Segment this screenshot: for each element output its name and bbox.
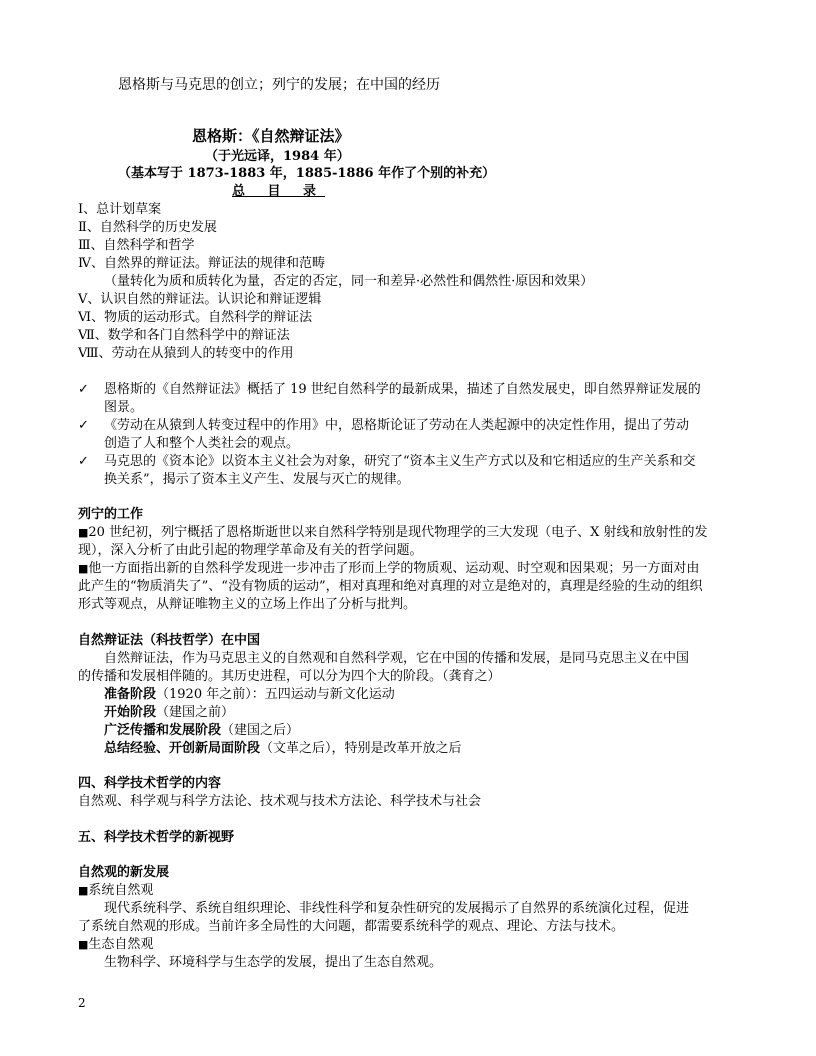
section-4-heading: 四、科学技术哲学的内容 [78,776,222,791]
stage-desc: （建国之前） [156,705,235,720]
lenin-paragraph-2-line: 形式等观点，从辩证唯物主义的立场上作出了分析与批判。 [78,597,417,612]
stage-desc: （文革之后），特别是改革开放之后 [260,741,462,756]
book-title: 恩格斯：《自然辩证法》 [192,127,350,145]
lenin-paragraph-2-line: 此产生的“物质消失了”、“没有物质的运动”，相对真理和绝对真理的对立是绝对的，真理是经验的生动的组织 [78,579,703,594]
stage-item [104,704,234,722]
check-item-text: 换关系”，揭示了资本主义产生、发展与灭亡的规律。 [104,472,410,487]
toc-item: Ⅶ、数学和各门自然科学中的辩证法 [78,328,290,343]
toc-item: Ⅴ、认识自然的辩证法。认识论和辩证逻辑 [78,292,322,307]
stage-item [104,686,395,704]
section-4-text: 自然观、科学观与科学方法论、技术观与技术方法论、科学技术与社会 [78,794,482,809]
checkmark-icon: ✓ [78,418,89,433]
toc-item: Ⅷ、劳动在从猿到人的转变中的作用 [78,346,294,361]
system-nature-text: 现代系统科学、系统自组织理论、非线性科学和复杂性研究的发展揭示了自然界的系统演化过程，促进 [104,901,690,916]
stage-name: 开始阶段 [104,705,157,720]
toc-item: Ⅲ、自然科学和哲学 [78,238,195,253]
book-note: （基本写于 1873-1883 年，1885-1886 年作了个别的补充） [118,166,496,181]
system-nature-label: ■系统自然观 [78,883,154,898]
lenin-paragraph-2: ■他一方面指出新的自然科学发现进一步冲击了形而上学的物质观、运动观、时空观和因果观；另一方面对由 [78,561,700,576]
china-paragraph: 自然辩证法，作为马克思主义的自然观和自然科学观，它在中国的传播和发展，是同马克思主义在中国 [104,651,690,666]
square-bullet-icon: ■ [78,562,89,575]
square-bullet-icon: ■ [78,526,89,539]
china-paragraph-line: 的传播和发展相伴随的。其历史进程，可以分为四个大的阶段。（龚育之） [78,669,501,684]
check-item-text: 马克思的《资本论》以资本主义社会为对象，研究了“资本主义生产方式以及和它相适应的生产关系和交 [104,454,696,469]
stage-item [104,722,299,740]
checkmark-icon: ✓ [78,382,89,397]
system-nature-text-line: 了系统自然观的形成。当前许多全局性的大问题，都需要系统科学的观点、理论、方法与技术。 [78,919,625,934]
toc-item-detail: （量转化为质和质转化为量，否定的否定，同一和差异·必然性和偶然性·原因和效果） [104,274,594,289]
section-5-subheading: 自然观的新发展 [78,865,170,880]
stage-name: 总结经验、开创新局面阶段 [104,741,261,756]
lenin-paragraph-1-line: 现），深入分析了由此引起的物理学革命及有关的哲学问题。 [78,543,423,558]
eco-nature-label: ■生态自然观 [78,937,154,952]
stage-item [104,740,462,758]
square-bullet-icon: ■ [78,938,89,951]
toc-item: Ⅵ、物质的运动形式。自然科学的辩证法 [78,310,313,325]
header-line: 恩格斯与马克思的创立；列宁的发展；在中国的经历 [118,77,440,93]
check-item-text: 创造了人和整个人类社会的观点。 [104,436,300,451]
book-translator: （于光远译，1984 年） [205,149,350,164]
square-bullet-icon: ■ [78,884,89,897]
lenin-heading: 列宁的工作 [78,507,144,522]
lenin-paragraph-1: ■20 世纪初，列宁概括了恩格斯逝世以来自然科学特别是现代物理学的三大发现（电子、X 射线和放射性的发 [78,525,708,540]
check-item-text: 《劳动在从猿到人转变过程中的作用》中，恩格斯论证了劳动在人类起源中的决定性作用，提出了劳动 [104,418,690,433]
page-number: 2 [78,996,86,1010]
stage-desc: （1920 年之前）：五四运动与新文化运动 [156,687,395,702]
toc-title: 总 目 录 [232,184,326,199]
toc-item: Ⅰ、总计划草案 [78,202,162,217]
checkmark-icon: ✓ [78,454,89,469]
check-item-text: 图景。 [104,400,144,415]
stage-name: 准备阶段 [104,687,157,702]
china-heading: 自然辩证法（科技哲学）在中国 [78,633,261,648]
section-5-heading: 五、科学技术哲学的新视野 [78,830,235,845]
toc-item: Ⅳ、自然界的辩证法。辩证法的规律和范畴 [78,256,325,271]
check-item-text: 恩格斯的《自然辩证法》概括了 19 世纪自然科学的最新成果，描述了自然发展史，即自然界辩证发展的 [104,382,701,397]
stage-name: 广泛传播和发展阶段 [104,723,222,738]
stage-desc: （建国之后） [221,723,300,738]
eco-nature-text: 生物科学、环境科学与生态学的发展，提出了生态自然观。 [104,955,443,970]
toc-item: Ⅱ、自然科学的历史发展 [78,220,217,235]
